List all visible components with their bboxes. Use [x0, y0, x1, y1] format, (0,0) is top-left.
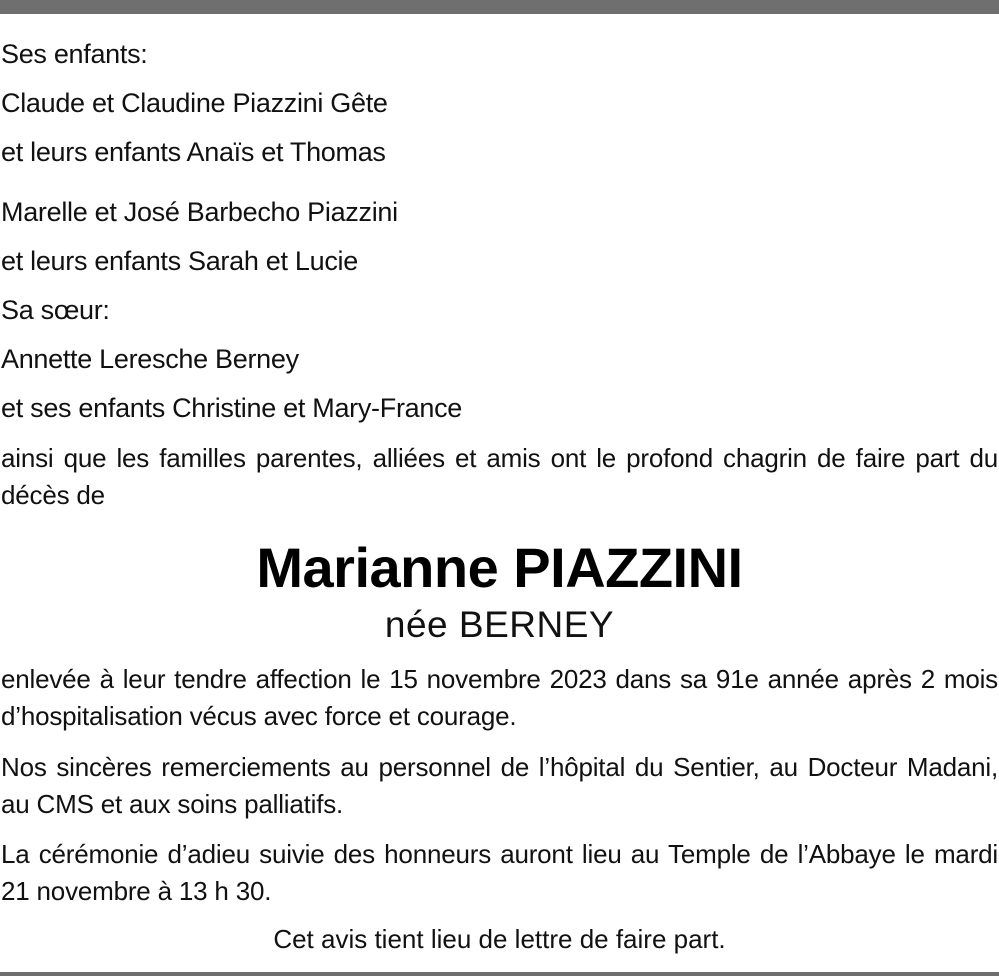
maiden-name: née BERNEY: [384, 604, 615, 645]
closing-line: Cet avis tient lieu de lettre de faire part.: [273, 924, 726, 954]
top-border-rule: [0, 0, 999, 14]
child2-couple: Marelle et José Barbecho Piazzini: [1, 197, 398, 227]
child2-kids: et leurs enfants Sarah et Lucie: [1, 246, 358, 276]
child1-kids: et leurs enfants Anaïs et Thomas: [1, 137, 386, 167]
announcement-paragraph: ainsi que les familles parentes, alliées et amis ont le profond chagrin de faire part du décès de: [1, 443, 998, 510]
child1-couple: Claude et Claudine Piazzini Gête: [1, 88, 388, 118]
sister-kids: et ses enfants Christine et Mary-France: [1, 393, 462, 423]
sister-name: Annette Leresche Berney: [1, 344, 299, 374]
thanks-paragraph: Nos sincères remerciements au personnel de l’hôpital du Sentier, au Docteur Madani, au CMS et aux soins palliatifs.: [1, 752, 998, 819]
sister-heading: Sa sœur:: [1, 295, 110, 325]
children-heading: Ses enfants:: [1, 39, 148, 69]
ceremony-paragraph: La cérémonie d’adieu suivie des honneurs auront lieu au Temple de l’Abbaye le mardi 21 novembre à 13 h 30.: [1, 839, 998, 906]
passing-details-paragraph: enlevée à leur tendre affection le 15 novembre 2023 dans sa 91e année après 2 mois d’hospitalisation vécus avec force et courage.: [1, 664, 998, 731]
bottom-border-rule: [0, 972, 999, 976]
deceased-name: Marianne PIAZZINI: [256, 536, 743, 599]
